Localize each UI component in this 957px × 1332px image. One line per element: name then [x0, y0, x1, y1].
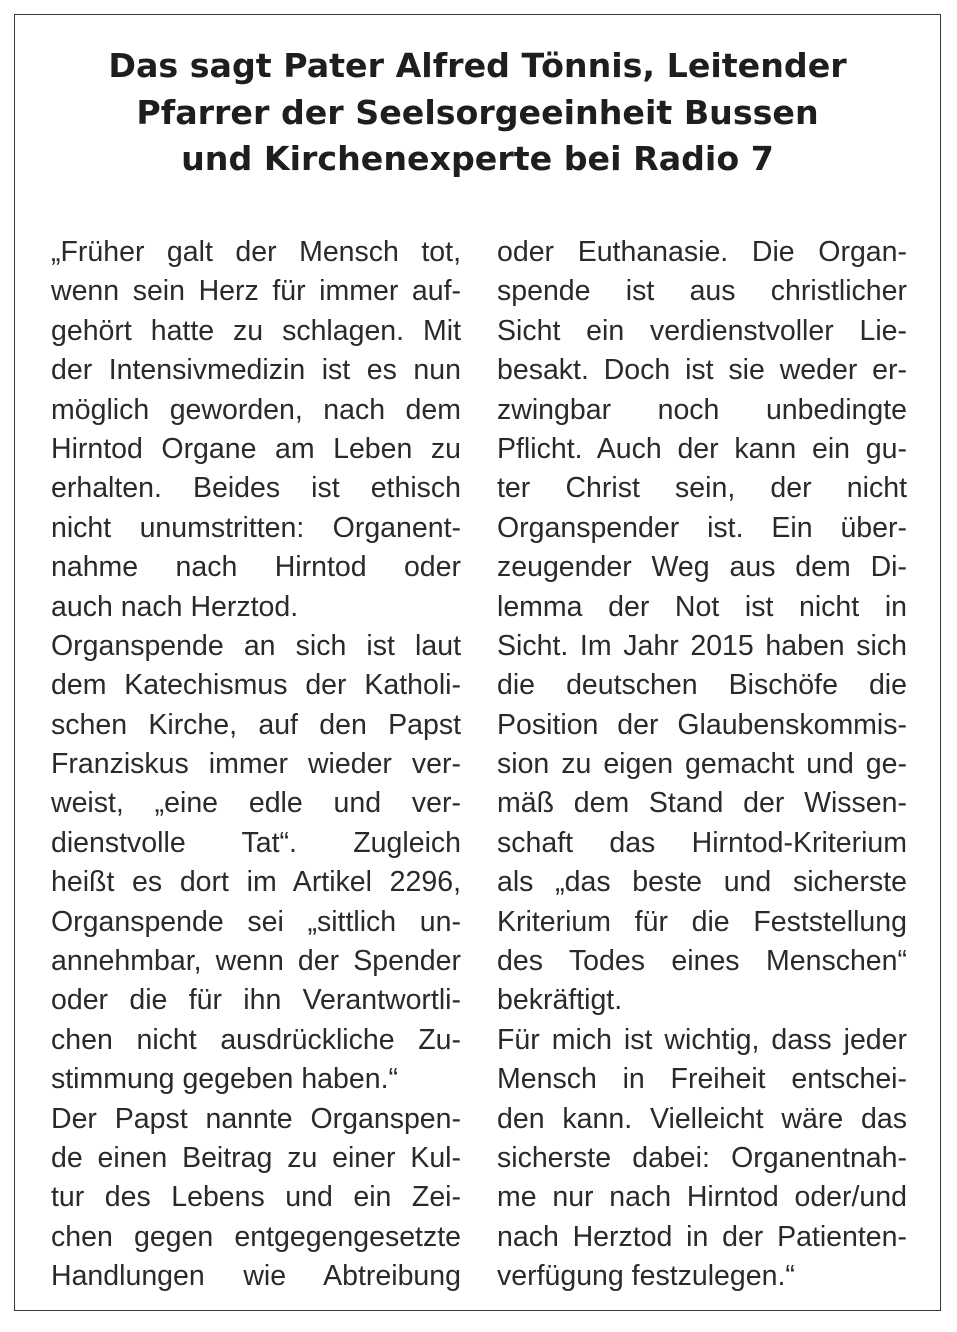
text-line: bekräftigt.	[497, 984, 623, 1017]
text-line: Organspende an sich ist laut	[51, 629, 461, 662]
text-line: wenn sein Herz für immer auf-	[51, 275, 461, 308]
text-line: nicht unumstritten: Organent-	[51, 511, 461, 544]
text-line: des Todes eines Menschen“	[497, 945, 907, 978]
text-line: Organspende sei „sittlich un-	[51, 905, 461, 938]
text-line: de einen Beitrag zu einer Kul-	[51, 1141, 461, 1174]
text-line: ter Christ sein, der nicht	[497, 472, 907, 505]
headline-line: Das sagt Pater Alfred Tönnis, Leitender	[108, 46, 847, 85]
text-line: verfügung festzulegen.“	[497, 1260, 795, 1293]
text-line: oder die für ihn Verantwortli-	[51, 984, 461, 1017]
text-line: Hirntod Organe am Leben zu	[51, 432, 461, 465]
text-line: besakt. Doch ist sie weder er-	[497, 354, 907, 387]
text-line: nahme nach Hirntod oder	[51, 551, 461, 584]
text-line: den kann. Vielleicht wäre das	[497, 1102, 907, 1135]
text-line: sion zu eigen gemacht und ge-	[497, 748, 907, 781]
article-box	[14, 14, 941, 1311]
text-line: zeugender Weg aus dem Di-	[497, 551, 907, 584]
text-line: Der Papst nannte Organspen-	[51, 1102, 461, 1135]
text-line: lemma der Not ist nicht in	[497, 590, 907, 623]
text-line: Position der Glaubenskommis-	[497, 708, 907, 741]
text-line: Organspender ist. Ein über-	[497, 511, 907, 544]
text-line: möglich geworden, nach dem	[51, 393, 461, 426]
text-line: zwingbar noch unbedingte	[497, 393, 907, 426]
text-line: auch nach Herztod.	[51, 590, 299, 623]
text-line: die deutschen Bischöfe die	[497, 669, 907, 702]
text-line: dem Katechismus der Katholi-	[51, 669, 461, 702]
text-line: Franziskus immer wieder ver-	[51, 748, 461, 781]
text-line: spende ist aus christlicher	[497, 275, 907, 308]
text-line: Pflicht. Auch der kann ein gu-	[497, 432, 907, 465]
text-line: der Intensivmedizin ist es nun	[51, 354, 461, 387]
text-line: tur des Lebens und ein Zei-	[51, 1181, 461, 1214]
article-headline	[15, 43, 940, 183]
text-line: me nur nach Hirntod oder/und	[497, 1181, 907, 1214]
text-column-right	[497, 233, 907, 1297]
text-column-left	[51, 233, 461, 1297]
headline-line: und Kirchenexperte bei Radio 7	[181, 139, 774, 178]
text-line: schen Kirche, auf den Papst	[51, 708, 461, 741]
text-line: schaft das Hirntod-Kriterium	[497, 826, 907, 859]
text-line: Mensch in Freiheit entschei-	[497, 1063, 907, 1096]
text-line: oder Euthanasie. Die Organ-	[497, 236, 907, 268]
text-line: mäß dem Stand der Wissen-	[497, 787, 907, 820]
text-line: chen gegen entgegengesetzte	[51, 1220, 461, 1253]
text-line: Kriterium für die Feststellung	[497, 905, 907, 938]
text-line: Für mich ist wichtig, dass jeder	[497, 1023, 907, 1056]
text-line: stimmung gegeben haben.“	[51, 1063, 398, 1096]
headline-line: Pfarrer der Seelsorgeeinheit Bussen	[136, 92, 819, 132]
text-line: Handlungen wie Abtreibung	[51, 1260, 461, 1293]
text-line: „Früher galt der Mensch tot,	[51, 236, 461, 268]
text-line: annehmbar, wenn der Spender	[51, 945, 461, 978]
text-line: weist, „eine edle und ver-	[51, 787, 461, 820]
text-line: chen nicht ausdrückliche Zu-	[51, 1023, 461, 1056]
text-line: als „das beste und sicherste	[497, 866, 907, 899]
text-line: erhalten. Beides ist ethisch	[51, 472, 461, 505]
text-line: Sicht. Im Jahr 2015 haben sich	[497, 629, 907, 662]
text-line: dienstvolle Tat“. Zugleich	[51, 826, 461, 859]
text-line: heißt es dort im Artikel 2296,	[51, 866, 461, 899]
text-line: gehört hatte zu schlagen. Mit	[51, 314, 461, 347]
text-line: sicherste dabei: Organentnah-	[497, 1141, 907, 1174]
text-line: nach Herztod in der Patienten-	[497, 1220, 907, 1253]
text-line: Sicht ein verdienstvoller Lie-	[497, 314, 907, 347]
